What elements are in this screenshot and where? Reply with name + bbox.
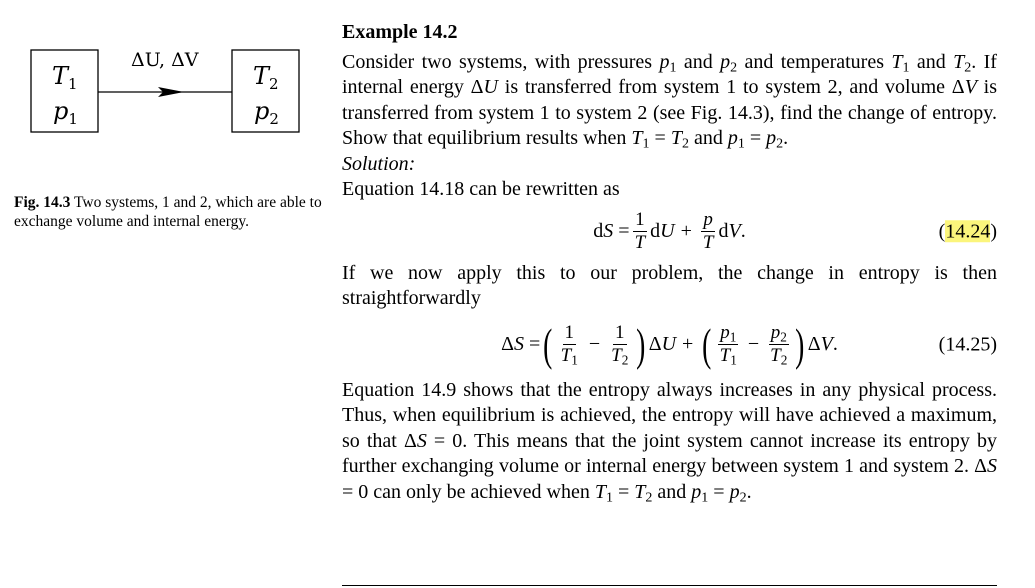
figure-caption-text: Two systems, 1 and 2, which are able to exchange volume and internal energy. [14, 194, 322, 230]
figure-caption [14, 193, 332, 231]
system-1-pressure: $p_1$ [53, 97, 78, 128]
equation-number-highlight: 14.24 [945, 219, 991, 242]
equation-14-25: ΔS = ( $\frac{1}{T_1}$ − $\frac{1}{T_2}$ ) ΔU + ( $\frac{p_1}{T_1}$ − $\frac{p_2}{T_2}$ ) ΔV. (14.25) [501, 318, 997, 370]
problem-statement: Consider two systems, with pressures $p_1$ and $p_2$ and temperatures $T_1$ and $T_2$. If internal energy ΔU is transferred from system 1 to system 2, and volume ΔV is transferred from system 1 to system 2 (see Fig. 14.3), find the change of entropy. Show that equilibrium results when $T_1 = T_2$ and $p_1 = p_2$. [342, 50, 998, 152]
system-2-temperature: $T_2$ [253, 62, 279, 93]
solution-label: Solution: [342, 152, 416, 175]
equation-14-24: dS = $\frac{1}{T}$ dU + $\frac{p}{T}$ dV. (14.24) [593, 209, 997, 253]
equation-number-14-25: (14.25) [938, 332, 997, 355]
rewrite-text: Equation 14.18 can be rewritten as [342, 178, 620, 200]
conclusion-text: Equation 14.9 shows that the entropy always increases in any physical process. Thus, when equilibrium is achieved, the entropy will have achieved a maximum, so that ΔS = 0. This means that the joint system cannot increase its entropy by further exchanging volume or internal energy between system 1 and system 2. ΔS = 0 can only be achieved when $T_1 = T_2$ and $p_1 = p_2$. [342, 378, 997, 505]
equation-number-14-24[interactable]: (14.24) [938, 219, 997, 242]
transfer-label: ΔU, ΔV [131, 49, 199, 71]
bottom-rule [342, 585, 997, 586]
system-2-pressure: $p_2$ [254, 97, 279, 128]
figure-caption-label: Fig. 14.3 [14, 194, 71, 211]
system-1-temperature: $T_1$ [52, 62, 78, 93]
apply-text: If we now apply this to our problem, the change in entropy is then straightforwardly [342, 261, 997, 309]
example-body [342, 20, 997, 505]
example-heading: Example 14.2 [342, 21, 458, 43]
two-systems-diagram [0, 0, 330, 160]
